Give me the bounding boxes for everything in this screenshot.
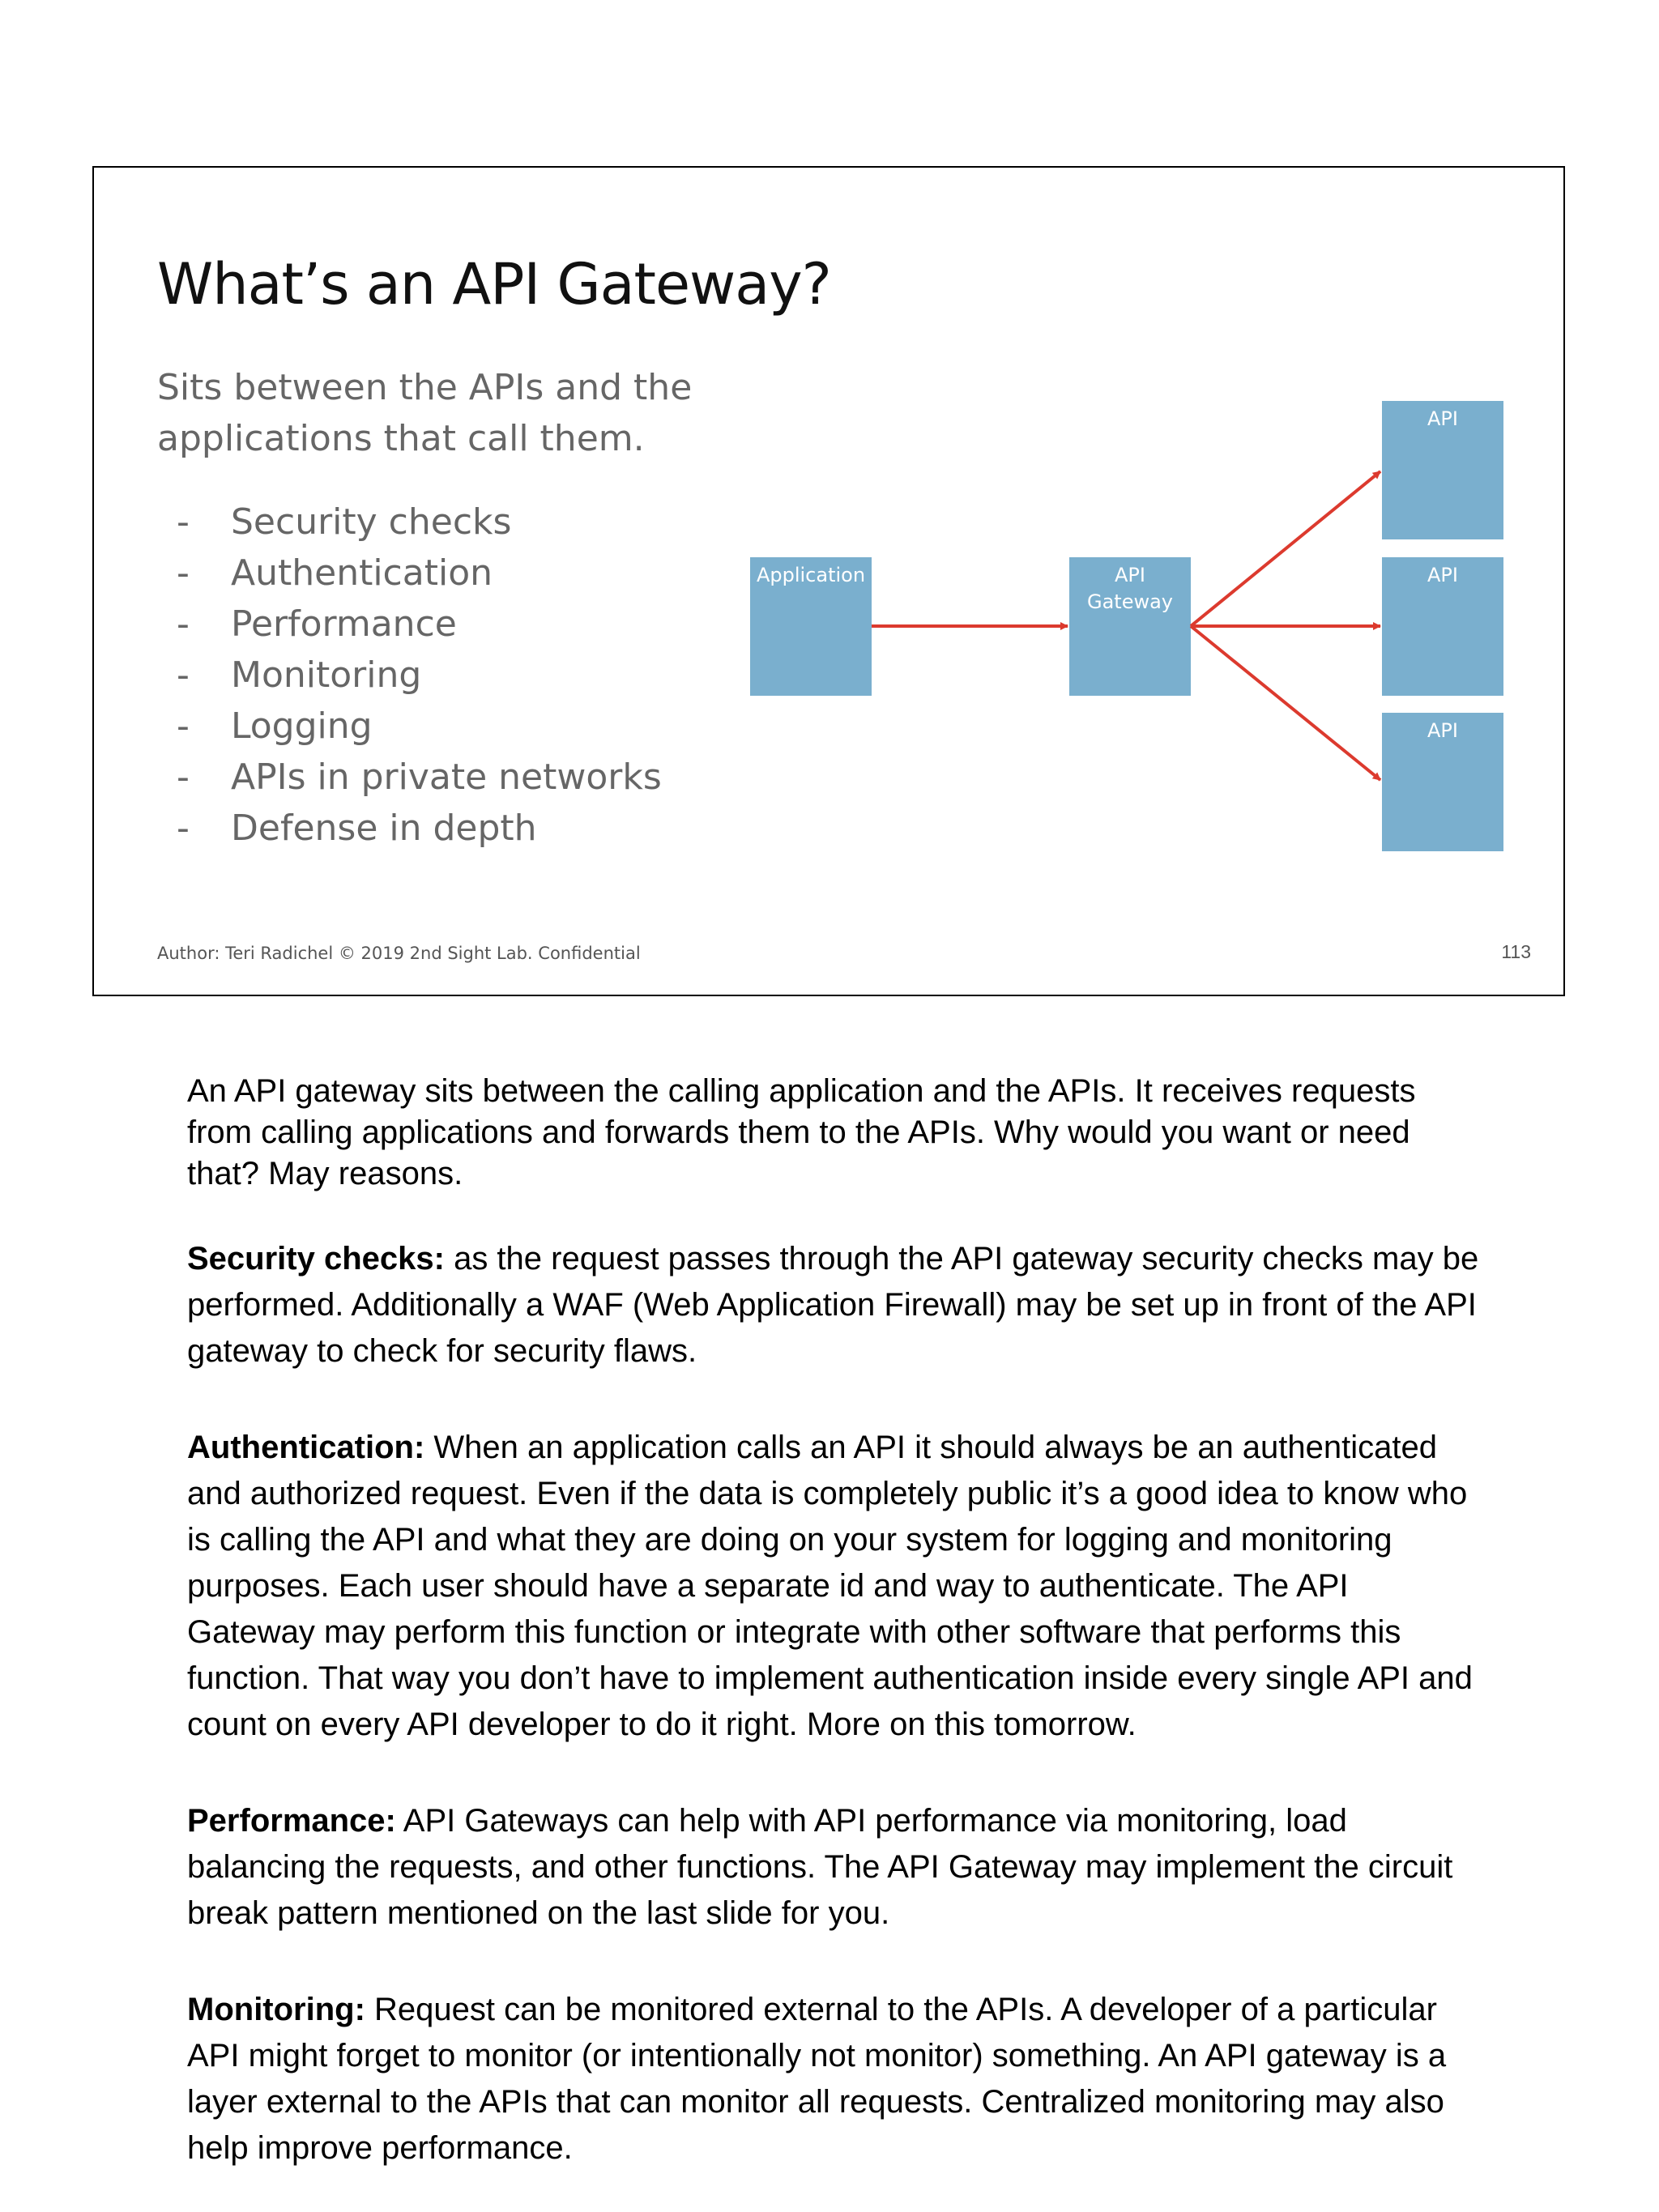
section-body: API Gateways can help with API performance via monitoring, load balancing the requests, and other functions. The API Gateway may implement the circuit break pattern mentioned on the last slide for you. [187,1803,1453,1931]
gateway-label-line1: API [1115,564,1145,586]
slide-footer: Author: Teri Radichel © 2019 2nd Sight Lab. Confidential [157,944,641,963]
bullet-text: Monitoring [231,654,422,696]
notes-section-performance [187,1798,1483,1937]
page-number: 113 [1501,941,1531,962]
section-heading: Monitoring: [187,1992,365,2027]
gateway-label-line2: Gateway [1086,590,1174,613]
section-heading: Security checks: [187,1241,445,1276]
bullet-marker: - [177,705,190,747]
notes-section-security-checks [187,1236,1483,1375]
section-heading: Performance: [187,1803,396,1839]
bullet-marker: - [177,552,190,594]
arrow-gateway-to-api-bottom [1191,626,1380,780]
bullet-marker: - [177,654,190,696]
notes-intro: An API gateway sits between the calling application and the APIs. It receives requests from calling applications and forwards them to the APIs. Why would you want or need that? May reasons. [187,1073,1416,1191]
api-label: API [1427,407,1458,430]
speaker-notes [187,1071,1483,2172]
slide [92,166,1565,996]
notes-section-monitoring [187,1987,1483,2172]
section-body: as the request passes through the API gateway security checks may be performed. Additionally a WAF (Web Application Firewall) may be set up in front of the API gateway to check for security flaws. [187,1241,1479,1369]
bullet-marker: - [177,501,190,543]
bullet-text: Performance [231,603,457,645]
bullet-text: Logging [231,705,373,747]
section-heading: Authentication: [187,1430,425,1465]
notes-section-authentication [187,1425,1483,1748]
api-label: API [1427,564,1458,586]
bullet-text: APIs in private networks [231,757,662,798]
section-body: Request can be monitored external to the APIs. A developer of a particular API might forget to monitor (or intentionally not monitor) something. An API gateway is a layer external to the APIs that can monitor all requests. Centralized monitoring may also help improve performance. [187,1992,1447,2166]
slide-subtitle: Sits between the APIs and the applications that call them. [157,367,693,459]
bullet-text: Security checks [231,501,512,543]
api-label: API [1427,719,1458,742]
bullet-text: Authentication [231,552,493,594]
bullet-text: Defense in depth [231,808,537,849]
application-label: Application [756,564,866,586]
arrow-gateway-to-api-top [1191,471,1380,626]
api-gateway-diagram [94,168,1563,995]
section-body: When an application calls an API it should always be an authenticated and authorized request. Even if the data is completely public it’s a good idea to know who is calling the API and what they are doing on your system for logging and monitoring purposes. Each user should have a separate id and way to authenticate. The API Gateway may perform this function or integrate with other software that performs this function. That way you don’t have to implement authentication inside every single API and count on every API developer to do it right. More on this tomorrow. [187,1430,1473,1742]
slide-title: What’s an API Gateway? [157,251,831,318]
bullet-marker: - [177,603,190,645]
bullet-marker: - [177,808,190,849]
bullet-marker: - [177,757,190,798]
